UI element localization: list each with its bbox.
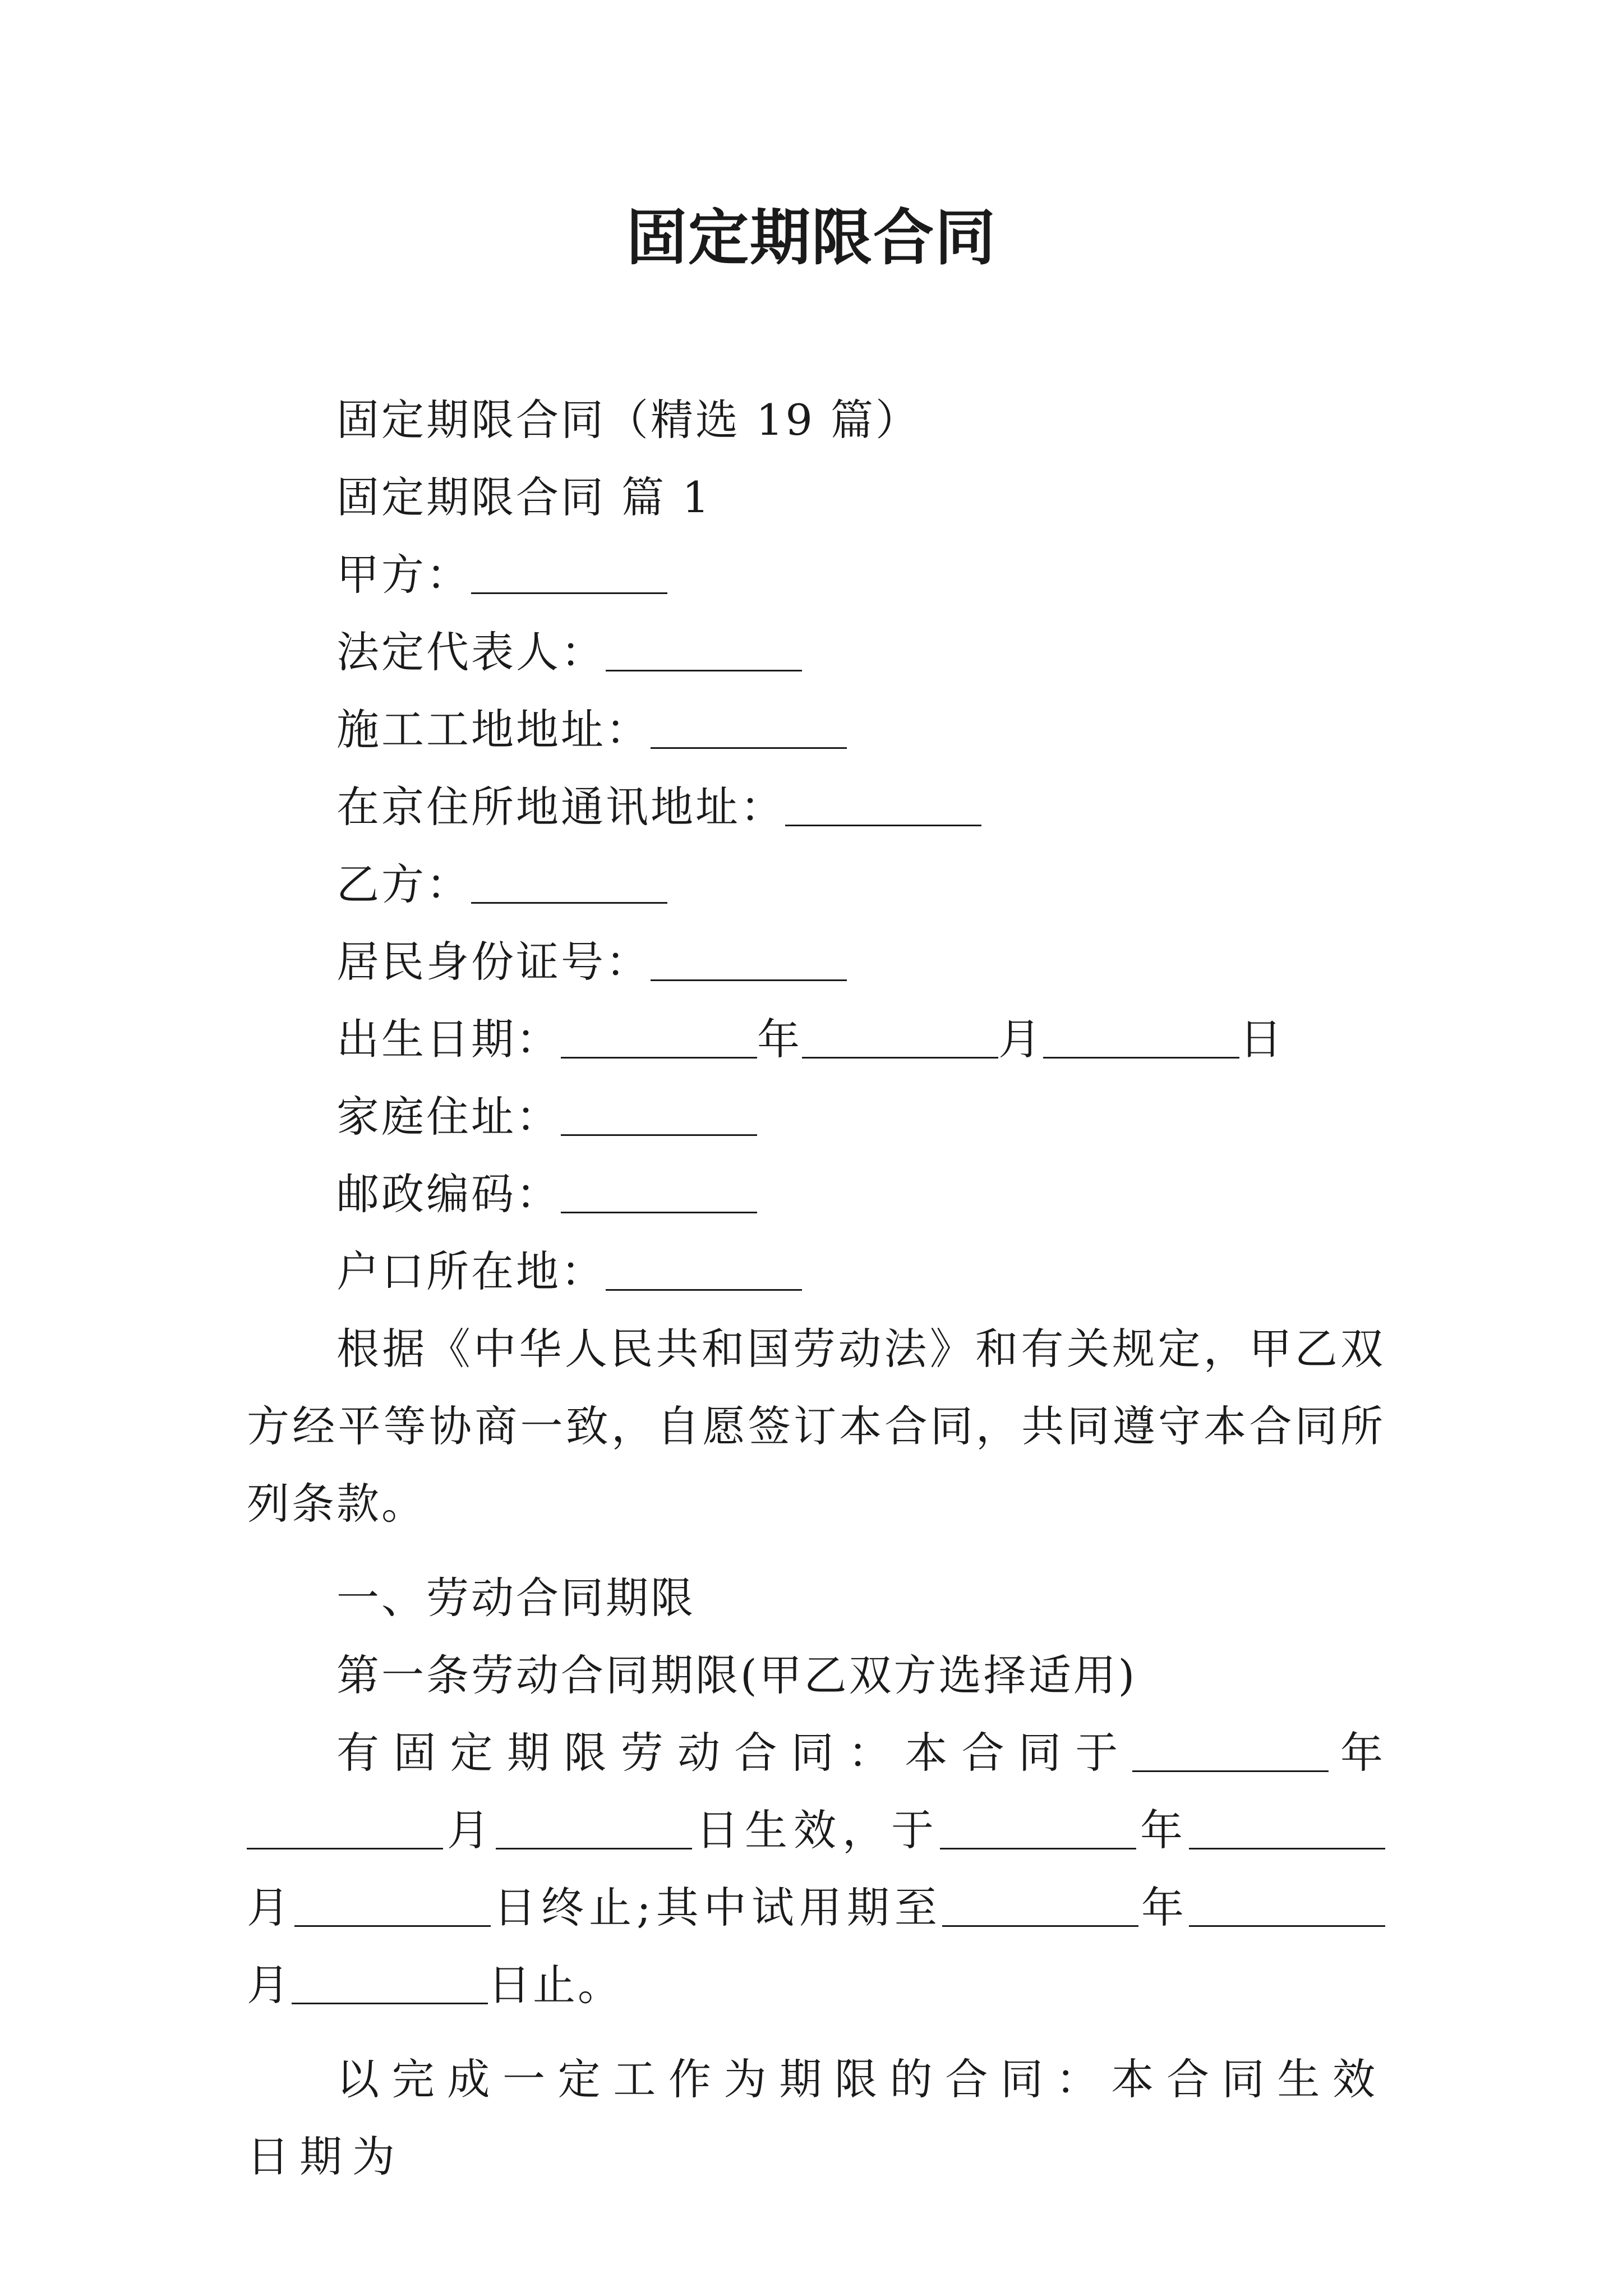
blank-line [651, 747, 847, 749]
blank-line [802, 1056, 998, 1059]
blank-line [785, 824, 981, 826]
blank-line [942, 1925, 1138, 1927]
heading-selection [247, 381, 1385, 459]
spacer [247, 2024, 1385, 2041]
heading-selection-text: 固定期限合同（精选 19 篇） [336, 395, 921, 445]
field-site-address [247, 691, 1385, 769]
field-beijing-address [247, 769, 1385, 846]
end-text: 止。 [533, 1960, 623, 2010]
year-label: 年 [757, 1014, 802, 1064]
article-1-heading [247, 1637, 1385, 1714]
article-heading-text: 第一条劳动合同期限(甲乙双方选择适用) [336, 1650, 1137, 1700]
blank-line [561, 1134, 757, 1136]
section-heading-text: 一、劳动合同期限 [336, 1573, 695, 1623]
field-party-a [247, 536, 1385, 614]
paragraph-fixed-term [247, 1714, 1385, 2024]
paragraph-basis: 根据《中华人民共和国劳动法》和有关规定，甲乙双方经平等协商一致，自愿签订本合同，共同遵守本合同所列条款。 [247, 1324, 1385, 1529]
field-home-address [247, 1078, 1385, 1156]
spacer [247, 1543, 1385, 1559]
field-birth-date [247, 1001, 1385, 1078]
termination-text: 日终止;其中试用期至 [491, 1883, 942, 1932]
day-label: 日 [1239, 1014, 1284, 1064]
month-label: 月 [998, 1014, 1043, 1064]
field-label: 出生日期： [336, 1014, 561, 1064]
field-label: 乙方： [336, 859, 471, 909]
section-heading-term [247, 1559, 1385, 1637]
blank-line [247, 1847, 443, 1849]
blank-line [1189, 1925, 1385, 1927]
field-label: 甲方： [336, 550, 471, 600]
blank-line [1132, 1770, 1329, 1772]
blank-line [496, 1847, 692, 1849]
field-label: 居民身份证号： [336, 937, 651, 987]
blank-line [1189, 1847, 1385, 1849]
field-label: 法定代表人： [336, 627, 606, 677]
fixed-term-text: 有固定期限劳动合同：本合同于 [336, 1728, 1132, 1778]
heading-part-1-text: 固定期限合同 篇 1 [336, 472, 712, 522]
field-label: 在京住所地通讯地址： [336, 782, 785, 832]
document-body [247, 381, 1385, 2196]
field-postcode [247, 1156, 1385, 1233]
month-label: 月 [247, 1883, 295, 1932]
effective-text: 日生效，于 [692, 1805, 940, 1855]
blank-line [294, 1925, 491, 1927]
heading-part-1 [247, 459, 1385, 536]
blank-line [606, 1289, 802, 1291]
blank-line [561, 1211, 757, 1213]
month-label: 月 [443, 1805, 496, 1855]
field-label: 户口所在地： [336, 1246, 606, 1296]
blank-line [1043, 1056, 1239, 1059]
month-label: 月 [247, 1960, 292, 2010]
blank-line [606, 669, 802, 671]
field-hukou [247, 1233, 1385, 1310]
field-id-number [247, 923, 1385, 1001]
blank-line [940, 1847, 1136, 1849]
field-label: 家庭住址： [336, 1092, 561, 1142]
day-label: 日 [488, 1960, 533, 2010]
blank-line [471, 592, 667, 594]
year-label: 年 [1328, 1728, 1386, 1778]
document-title: 固定期限合同 [626, 203, 997, 273]
blank-line [292, 2002, 488, 2004]
field-legal-rep [247, 614, 1385, 691]
field-party-b [247, 846, 1385, 923]
field-label: 邮政编码： [336, 1169, 561, 1219]
paragraph-task-term: 以完成一定工作为期限的合同：本合同生效日期为 [247, 2054, 1385, 2182]
blank-line [471, 901, 667, 904]
field-label: 施工工地地址： [336, 705, 651, 754]
year-label: 年 [1138, 1883, 1189, 1932]
blank-line [651, 979, 847, 981]
year-label: 年 [1136, 1805, 1189, 1855]
blank-line [561, 1056, 757, 1059]
